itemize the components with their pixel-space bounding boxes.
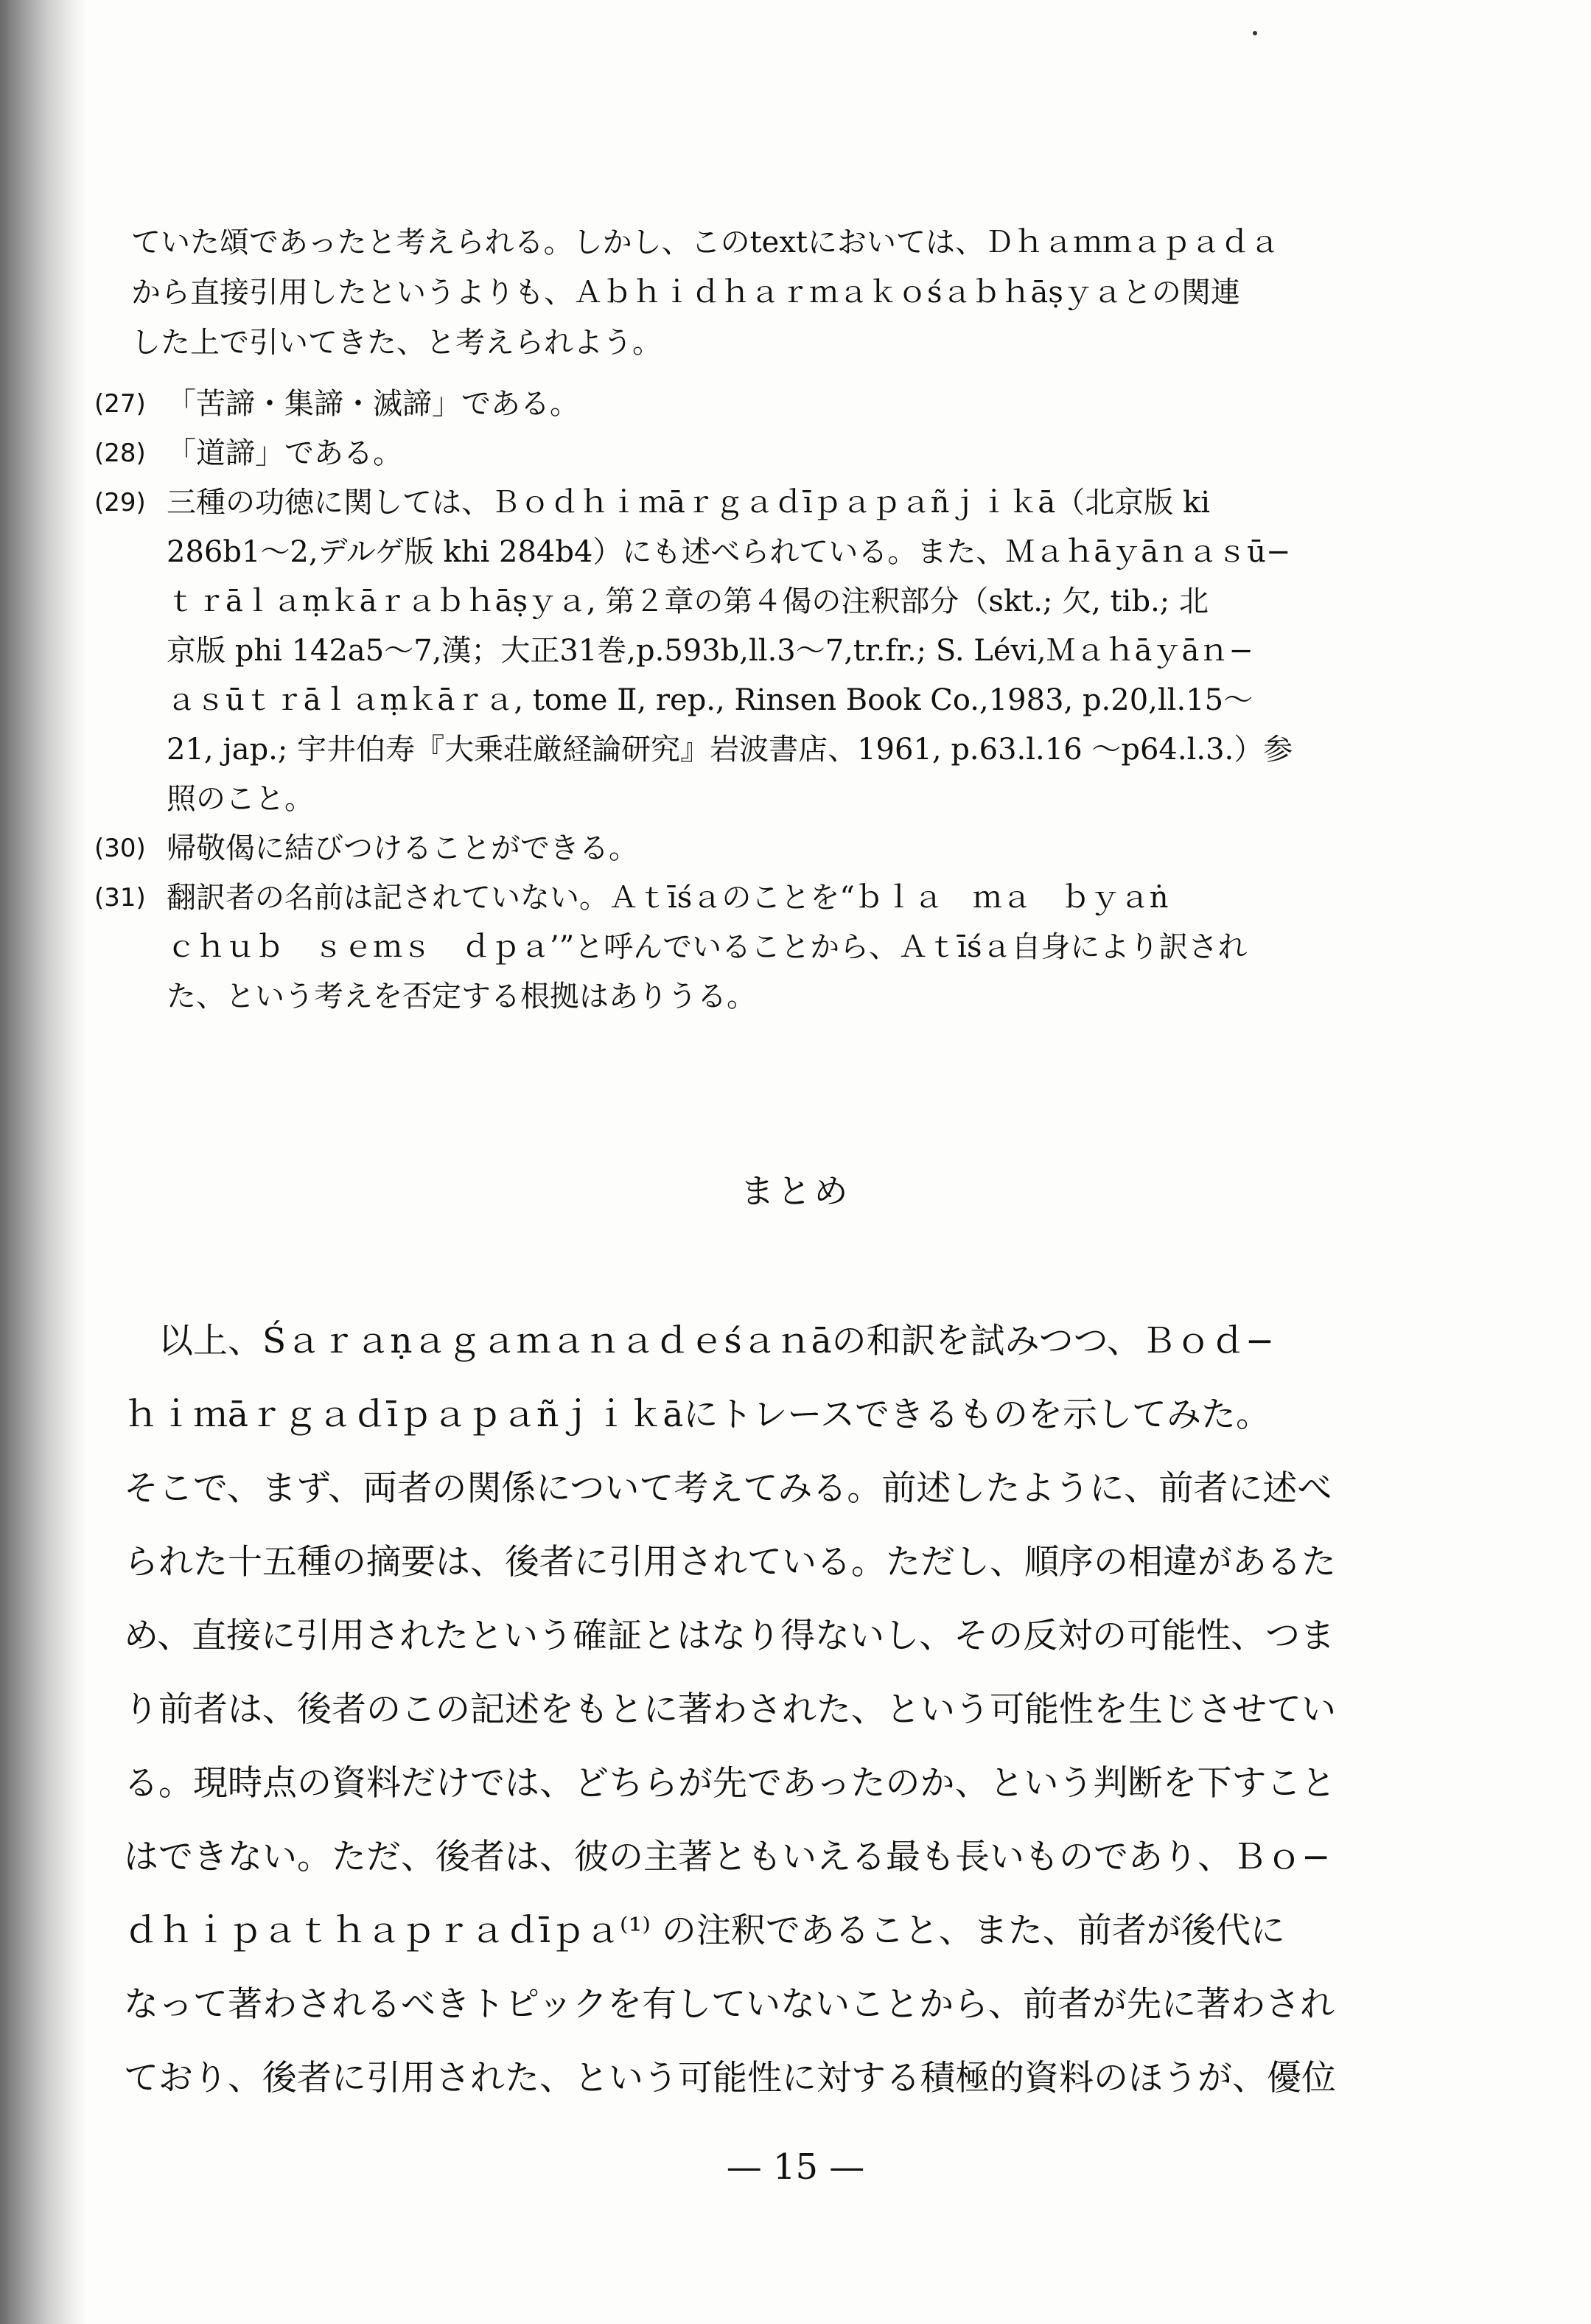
footnote-line: 「苦諦・集諦・滅諦」である。: [167, 387, 579, 421]
speck: [1253, 31, 1257, 35]
footnote-number: (30): [94, 834, 146, 863]
body-line: 以上、Śａｒａṇａｇａｍａｎａｄｅśａｎāの和訳を試みつつ、Ｂｏｄ−: [124, 1321, 1275, 1361]
intro-line: ていた頌であったと考えられる。しかし、このtextにおいては、Ｄｈａｍｍａｐａｄａ: [131, 226, 1279, 259]
footnote-31: [94, 873, 1391, 1022]
footnote-29: [94, 478, 1391, 824]
footnote-27: [94, 380, 1391, 429]
footnote-28: [94, 429, 1391, 478]
intro-paragraph: [131, 217, 1384, 368]
summary-paragraph: [124, 1305, 1391, 2115]
footnote-number: (28): [94, 439, 146, 468]
footnotes-list: [94, 380, 1391, 1022]
scan-shadow-edge: [0, 0, 88, 2324]
footnote-line: 翻訳者の名前は記されていない。Ａｔīśａのことを“ｂｌａ ｍａ ｂｙａṅ: [167, 881, 1169, 915]
page-number: — 15 —: [726, 2146, 865, 2188]
footnote-number: (31): [94, 883, 146, 912]
footnote-line: ｃｈｕｂ ｓｅｍｓ ｄｐａ’”と呼んでいることから、Ａｔīśａ自身により訳され: [167, 930, 1248, 964]
footnote-line: 京版 phi 142a5〜7,漢；大正31巻,p.593b,ll.3〜7,tr.fr.; S. Lévi,Ｍａｈāｙāｎ−: [167, 634, 1253, 668]
footnote-line: 「道諦」である。: [167, 436, 402, 470]
footnote-line: た、という考えを否定する根拠はありうる。: [167, 980, 756, 1013]
footnote-line: ａｓūｔｒāｌａṃｋāｒａ, tome Ⅱ, rep., Rinsen Book Co.,1983, p.20,ll.15〜: [167, 683, 1253, 717]
intro-line: した上で引いてきた、と考えられよう。: [131, 326, 662, 360]
footnote-number: (29): [94, 488, 146, 517]
body-line: る。現時点の資料だけでは、どちらが先であったのか、という判断を下すこと: [124, 1763, 1336, 1804]
body-line: られた十五種の摘要は、後者に引用されている。ただし、順序の相違があるた: [124, 1542, 1336, 1583]
body-line: そこで、まず、両者の関係について考えてみる。前述したように、前者に述べ: [124, 1468, 1332, 1509]
body-line: め、直接に引用されたという確証とはなり得ないし、その反対の可能性、つま: [124, 1616, 1335, 1656]
footnote-line: 照のこと。: [167, 782, 314, 816]
footnote-line: 286b1〜2,デルゲ版 khi 284b4）にも述べられている。また、Ｍａｈāｙāｎａｓū−: [167, 535, 1291, 569]
body-line: ており、後者に引用された、という可能性に対する積極的資料のほうが、優位: [124, 2058, 1336, 2098]
body-line: ｄｈｉｐａｔｈａｐｒａｄīｐａ⁽¹⁾ の注釈であること、また、前者が後代に: [124, 1911, 1285, 1951]
body-line: り前者は、後者のこの記述をもとに著わされた、という可能性を生じさせてい: [124, 1689, 1336, 1730]
body-line: なって著わされるべきトピックを有していないことから、前者が先に著わされ: [124, 1984, 1335, 2025]
body-line: はできない。ただ、後者は、彼の主著ともいえる最も長いものであり、Ｂｏ−: [124, 1837, 1331, 1877]
intro-line: から直接引用したというよりも、Ａｂｈｉｄｈａｒｍａｋｏśａｂｈāṣｙａとの関連: [131, 276, 1240, 310]
body-line: ｈｉｍāｒｇａｄīｐａｐａñｊｉｋāにトレースできるものを示してみた。: [124, 1395, 1270, 1435]
footnote-30: [94, 824, 1391, 873]
footnote-line: 21, jap.; 宇井伯寿『大乗荘厳経論研究』岩波書店、1961, p.63.l.16 〜p64.l.3.）参: [167, 733, 1293, 767]
section-title: まとめ: [740, 1171, 851, 1211]
footnote-line: 三種の功徳に関しては、Ｂｏｄｈｉｍāｒｇａｄīｐａｐａñｊｉｋā（北京版 ki: [167, 486, 1210, 520]
footnote-number: (27): [94, 389, 146, 419]
footnote-line: 帰敬偈に結びつけることができる。: [167, 831, 638, 865]
footnote-line: ｔｒāｌａṃｋāｒａｂｈāṣｙａ, 第２章の第４偈の注釈部分（skt.; 欠, tib.; 北: [167, 585, 1209, 618]
